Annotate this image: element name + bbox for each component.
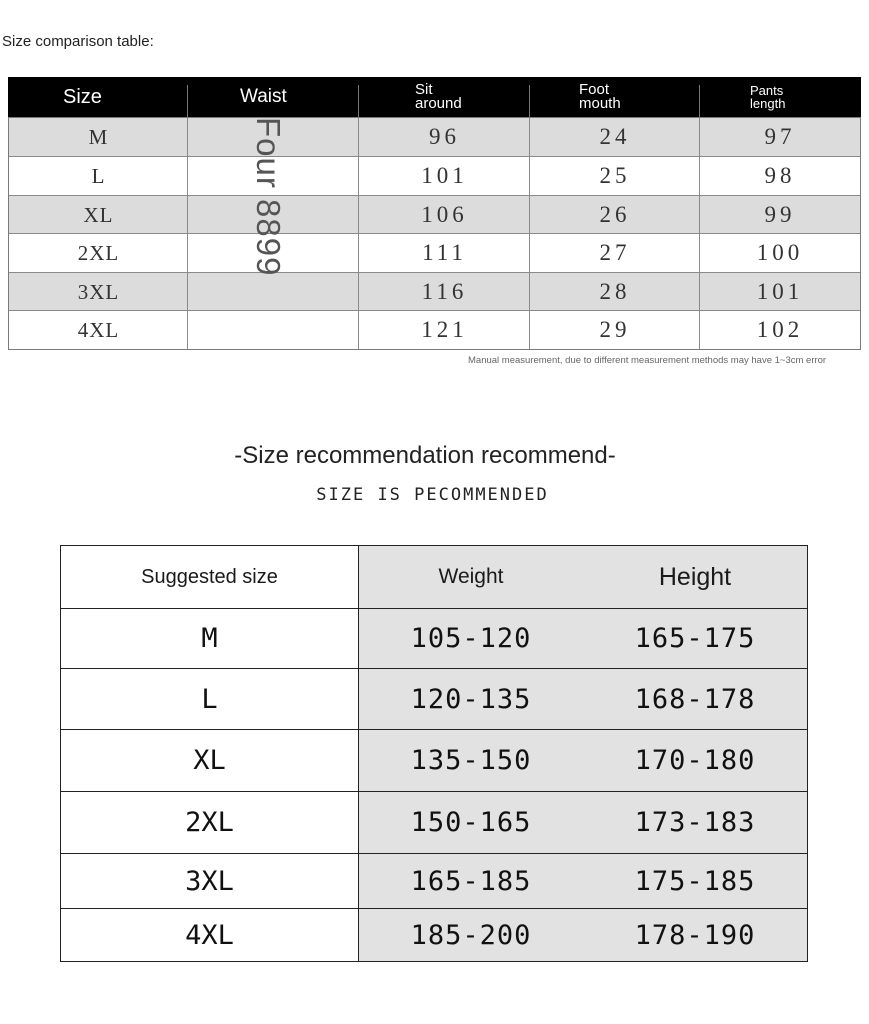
cell-size: M [88,124,109,149]
header-height: Height [658,562,732,591]
cell-size: XL [83,202,114,227]
cell-size: M [201,623,218,654]
header-divider [187,85,188,117]
comparison-body [8,117,861,350]
cell-size: 4XL [77,317,120,342]
cell-sit: 116 [421,279,468,304]
cell-foot: 27 [599,240,631,265]
size-comparison-table [8,77,861,350]
cell-height: 165-175 [634,623,756,654]
cell-pants: 97 [764,124,796,149]
cell-sit: 96 [429,124,460,149]
column-divider [529,118,530,349]
table-row [9,233,860,272]
header-divider [529,85,530,117]
table-row [9,310,860,349]
cell-pants: 101 [756,279,804,304]
cell-size: 2XL [77,240,120,265]
comparison-header-row [8,77,861,117]
cell-sit: 106 [421,202,468,227]
cell-weight: 165-185 [410,865,532,897]
header-waist: Waist [240,86,287,107]
header-divider [699,85,700,117]
cell-sit: 111 [422,240,467,265]
column-divider [358,118,359,349]
cell-pants: 99 [764,202,796,227]
cell-foot: 28 [599,279,631,304]
cell-sit: 101 [421,163,468,188]
header-suggested-size: Suggested size [141,565,278,588]
measurement-note: Manual measurement, due to different measurement methods may have 1~3cm error [468,355,827,366]
cell-weight: 185-200 [410,919,532,951]
cell-foot: 25 [599,163,631,188]
header-pants-length: Pants length [750,83,786,111]
table-row [9,156,860,195]
header-sit-around: Sit around [415,81,462,112]
cell-size: XL [193,745,226,776]
cell-size: 3XL [77,279,120,304]
cell-foot: 24 [599,124,631,149]
cell-pants: 102 [756,317,804,342]
cell-pants: 98 [764,163,796,188]
cell-size: 2XL [185,807,234,838]
size-recommendation-table [60,545,808,962]
cell-height: 173-183 [634,807,756,838]
cell-pants: 100 [756,240,804,265]
recommendation-title: -Size recommendation recommend- [234,442,616,469]
cell-size: 3XL [185,865,234,897]
cell-size: L [91,163,106,188]
header-weight: Weight [438,565,504,588]
comparison-title: Size comparison table: [2,33,154,50]
table-row [9,272,860,311]
cell-height: 170-180 [634,745,756,776]
column-divider [699,118,700,349]
recommendation-subtitle: SIZE IS PECOMMENDED [316,485,549,505]
cell-height: 175-185 [634,865,756,897]
cell-weight: 120-135 [410,683,532,715]
cell-weight: 150-165 [410,807,532,838]
header-size: Size [63,85,102,108]
table-row [9,195,860,234]
cell-foot: 29 [599,317,631,342]
cell-foot: 26 [599,202,631,227]
cell-size: L [201,683,218,715]
cell-size: 4XL [185,919,234,951]
column-divider [187,118,188,349]
cell-weight: 105-120 [410,623,532,654]
waist-column-text: Four 8899 [250,117,287,277]
cell-height: 178-190 [634,919,756,951]
header-divider [358,85,359,117]
header-foot-mouth: Foot mouth [579,81,621,112]
cell-weight: 135-150 [410,745,532,776]
cell-height: 168-178 [634,683,756,715]
table-row [9,118,860,157]
cell-sit: 121 [421,317,468,342]
